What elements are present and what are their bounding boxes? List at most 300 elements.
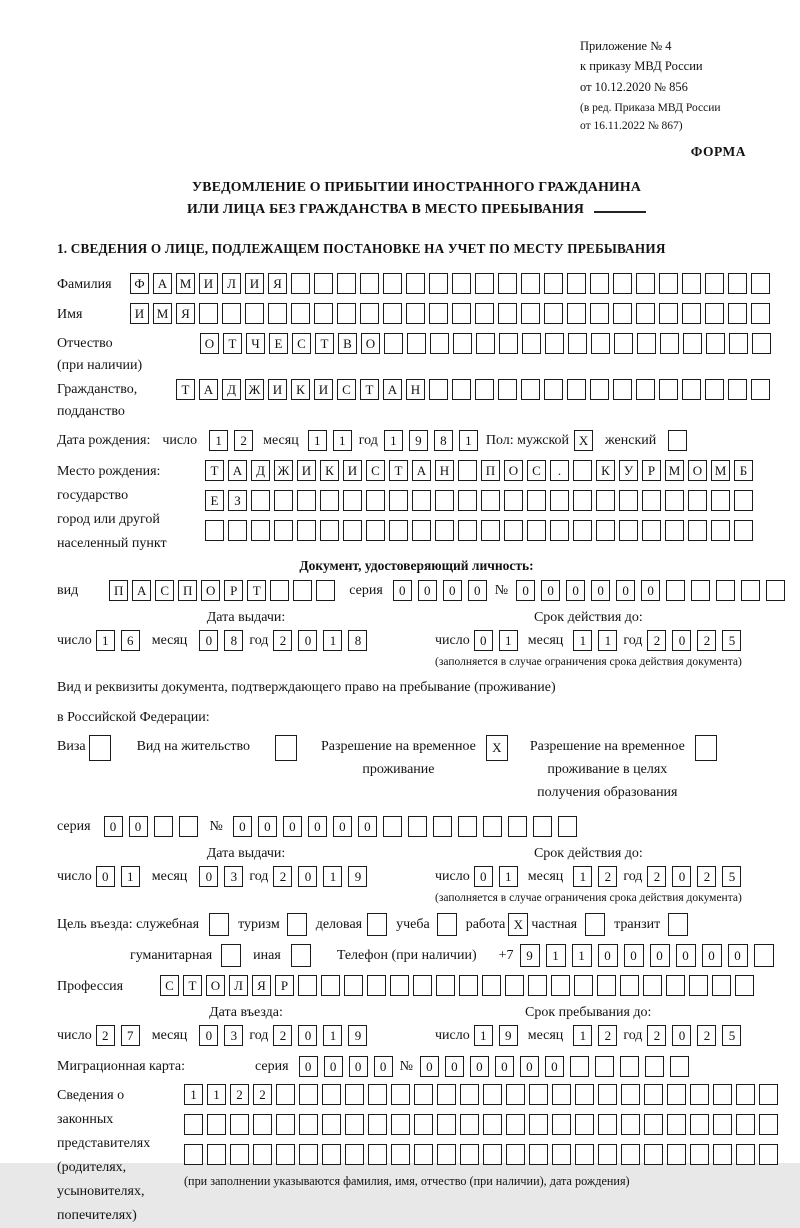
form-cell[interactable]: М [176,273,195,294]
form-cell[interactable]: 2 [697,630,716,651]
form-cell[interactable] [368,1144,387,1165]
form-cell[interactable] [644,1084,663,1105]
form-cell[interactable] [751,303,770,324]
form-cell[interactable]: 0 [545,1056,564,1077]
form-cell[interactable] [253,1144,272,1165]
form-cell[interactable]: 2 [598,1025,617,1046]
form-cell[interactable]: X [574,430,593,451]
form-cell[interactable]: 1 [333,430,352,451]
form-cell[interactable] [666,580,685,601]
form-cell[interactable]: 2 [273,630,292,651]
form-cell[interactable] [337,303,356,324]
form-cell[interactable]: Е [205,490,224,511]
form-cell[interactable] [613,273,632,294]
form-cell[interactable] [207,1114,226,1135]
form-cell[interactable] [344,975,363,996]
form-cell[interactable] [458,520,477,541]
form-cell[interactable] [734,490,753,511]
form-cell[interactable] [659,303,678,324]
form-cell[interactable] [683,333,702,354]
form-cell[interactable]: 1 [598,630,617,651]
form-cell[interactable]: 0 [358,816,377,837]
form-cell[interactable] [728,379,747,400]
form-cell[interactable]: 1 [573,1025,592,1046]
form-cell[interactable] [690,1144,709,1165]
form-cell[interactable] [458,816,477,837]
form-cell[interactable]: 7 [121,1025,140,1046]
form-cell[interactable]: 0 [324,1056,343,1077]
form-cell[interactable] [766,580,785,601]
form-cell[interactable] [688,490,707,511]
form-cell[interactable] [498,273,517,294]
form-cell[interactable] [621,1084,640,1105]
form-cell[interactable] [429,303,448,324]
form-cell[interactable]: С [155,580,174,601]
form-cell[interactable] [297,520,316,541]
form-cell[interactable]: Т [315,333,334,354]
form-cell[interactable] [596,520,615,541]
form-cell[interactable] [735,975,754,996]
form-cell[interactable] [437,1114,456,1135]
form-cell[interactable]: 3 [224,866,243,887]
form-cell[interactable] [228,520,247,541]
form-cell[interactable]: 2 [253,1084,272,1105]
form-cell[interactable] [154,816,173,837]
form-cell[interactable]: 0 [566,580,585,601]
form-cell[interactable] [343,520,362,541]
form-cell[interactable] [621,1114,640,1135]
form-cell[interactable] [408,816,427,837]
form-cell[interactable] [230,1114,249,1135]
form-cell[interactable] [521,379,540,400]
form-cell[interactable]: Ч [246,333,265,354]
form-cell[interactable] [366,490,385,511]
form-cell[interactable] [598,1084,617,1105]
form-cell[interactable]: 1 [573,866,592,887]
form-cell[interactable]: 0 [418,580,437,601]
form-cell[interactable]: Т [360,379,379,400]
form-cell[interactable] [712,975,731,996]
form-cell[interactable]: М [665,460,684,481]
form-cell[interactable] [660,333,679,354]
form-cell[interactable]: 0 [641,580,660,601]
form-cell[interactable] [668,913,688,936]
form-cell[interactable]: 2 [647,630,666,651]
form-cell[interactable] [322,1144,341,1165]
form-cell[interactable] [713,1144,732,1165]
form-cell[interactable]: С [337,379,356,400]
form-cell[interactable] [682,303,701,324]
form-cell[interactable] [89,735,111,761]
form-cell[interactable] [728,303,747,324]
form-cell[interactable]: 2 [697,866,716,887]
form-cell[interactable]: 2 [230,1084,249,1105]
form-cell[interactable]: 0 [299,1056,318,1077]
form-cell[interactable]: О [361,333,380,354]
form-cell[interactable]: О [201,580,220,601]
form-cell[interactable] [570,1056,589,1077]
form-cell[interactable] [508,816,527,837]
form-cell[interactable]: Ж [245,379,264,400]
form-cell[interactable]: 0 [420,1056,439,1077]
form-cell[interactable] [619,490,638,511]
form-cell[interactable] [184,1144,203,1165]
form-cell[interactable]: 0 [308,816,327,837]
form-cell[interactable] [221,944,241,967]
form-cell[interactable] [276,1084,295,1105]
form-cell[interactable]: П [178,580,197,601]
form-cell[interactable]: Я [268,273,287,294]
form-cell[interactable] [529,1084,548,1105]
form-cell[interactable] [314,273,333,294]
form-cell[interactable]: А [132,580,151,601]
form-cell[interactable] [297,490,316,511]
form-cell[interactable] [275,735,297,761]
form-cell[interactable]: Е [269,333,288,354]
form-cell[interactable]: О [504,460,523,481]
form-cell[interactable]: И [297,460,316,481]
form-cell[interactable] [695,735,717,761]
form-cell[interactable]: А [228,460,247,481]
form-cell[interactable] [734,520,753,541]
form-cell[interactable] [383,816,402,837]
form-cell[interactable]: 0 [591,580,610,601]
form-cell[interactable]: 2 [234,430,253,451]
form-cell[interactable] [754,944,774,967]
form-cell[interactable] [670,1056,689,1077]
form-cell[interactable] [736,1084,755,1105]
form-cell[interactable] [691,580,710,601]
form-cell[interactable] [759,1144,778,1165]
form-cell[interactable] [452,379,471,400]
form-cell[interactable] [453,333,472,354]
form-cell[interactable]: 0 [495,1056,514,1077]
form-cell[interactable] [527,520,546,541]
form-cell[interactable]: 0 [598,944,618,967]
form-cell[interactable]: Л [222,273,241,294]
form-cell[interactable] [706,333,725,354]
form-cell[interactable] [322,1084,341,1105]
form-cell[interactable] [209,913,229,936]
form-cell[interactable]: 0 [520,1056,539,1077]
form-cell[interactable] [199,303,218,324]
form-cell[interactable]: 5 [722,630,741,651]
form-cell[interactable]: 0 [470,1056,489,1077]
form-cell[interactable]: К [320,460,339,481]
form-cell[interactable] [644,1144,663,1165]
form-cell[interactable] [759,1084,778,1105]
form-cell[interactable] [573,520,592,541]
form-cell[interactable] [598,1114,617,1135]
form-cell[interactable]: Д [222,379,241,400]
form-cell[interactable]: З [228,490,247,511]
form-cell[interactable] [550,520,569,541]
form-cell[interactable]: 1 [573,630,592,651]
form-cell[interactable] [299,1114,318,1135]
form-cell[interactable]: X [508,913,528,936]
form-cell[interactable] [552,1084,571,1105]
form-cell[interactable] [406,273,425,294]
form-cell[interactable] [711,490,730,511]
form-cell[interactable] [413,975,432,996]
form-cell[interactable] [636,379,655,400]
form-cell[interactable] [690,1084,709,1105]
form-cell[interactable] [575,1114,594,1135]
form-cell[interactable] [751,273,770,294]
form-cell[interactable]: Т [176,379,195,400]
form-cell[interactable]: И [314,379,333,400]
form-cell[interactable]: 0 [298,866,317,887]
form-cell[interactable]: Т [389,460,408,481]
form-cell[interactable]: И [245,273,264,294]
form-cell[interactable]: 1 [209,430,228,451]
form-cell[interactable] [596,490,615,511]
form-cell[interactable]: 0 [258,816,277,837]
form-cell[interactable] [682,273,701,294]
form-cell[interactable] [437,1084,456,1105]
form-cell[interactable] [705,273,724,294]
form-cell[interactable]: 0 [516,580,535,601]
form-cell[interactable]: Я [176,303,195,324]
form-cell[interactable] [552,1114,571,1135]
form-cell[interactable] [682,379,701,400]
form-cell[interactable]: М [153,303,172,324]
form-cell[interactable] [458,490,477,511]
form-cell[interactable]: Л [229,975,248,996]
form-cell[interactable] [752,333,771,354]
form-cell[interactable]: 9 [348,1025,367,1046]
form-cell[interactable] [620,1056,639,1077]
form-cell[interactable] [287,913,307,936]
form-cell[interactable] [276,1114,295,1135]
form-cell[interactable] [544,273,563,294]
form-cell[interactable]: 0 [445,1056,464,1077]
form-cell[interactable] [736,1114,755,1135]
form-cell[interactable]: 0 [676,944,696,967]
form-cell[interactable]: С [527,460,546,481]
form-cell[interactable]: 2 [647,1025,666,1046]
form-cell[interactable] [360,273,379,294]
form-cell[interactable] [573,490,592,511]
form-cell[interactable] [343,490,362,511]
form-cell[interactable] [667,1114,686,1135]
form-cell[interactable] [498,303,517,324]
form-cell[interactable] [337,273,356,294]
form-cell[interactable] [613,379,632,400]
form-cell[interactable] [360,303,379,324]
form-cell[interactable] [705,303,724,324]
form-cell[interactable] [545,333,564,354]
form-cell[interactable] [614,333,633,354]
form-cell[interactable]: О [200,333,219,354]
form-cell[interactable] [643,975,662,996]
form-cell[interactable] [668,430,687,451]
form-cell[interactable]: Ф [130,273,149,294]
form-cell[interactable] [690,1114,709,1135]
form-cell[interactable]: 1 [96,630,115,651]
form-cell[interactable]: 0 [650,944,670,967]
form-cell[interactable] [665,520,684,541]
form-cell[interactable] [521,303,540,324]
form-cell[interactable] [567,273,586,294]
form-cell[interactable]: 2 [273,1025,292,1046]
form-cell[interactable]: 1 [308,430,327,451]
form-cell[interactable] [345,1084,364,1105]
form-cell[interactable] [636,273,655,294]
form-cell[interactable] [368,1114,387,1135]
form-cell[interactable] [483,1114,502,1135]
form-cell[interactable] [459,975,478,996]
form-cell[interactable] [291,303,310,324]
form-cell[interactable] [475,273,494,294]
form-cell[interactable] [391,1114,410,1135]
form-cell[interactable] [322,1114,341,1135]
form-cell[interactable] [619,520,638,541]
form-cell[interactable]: 8 [224,630,243,651]
form-cell[interactable]: 0 [443,580,462,601]
form-cell[interactable] [367,975,386,996]
form-cell[interactable] [245,303,264,324]
form-cell[interactable] [298,975,317,996]
form-cell[interactable]: 1 [384,430,403,451]
form-cell[interactable]: С [366,460,385,481]
form-cell[interactable] [207,1144,226,1165]
form-cell[interactable] [299,1084,318,1105]
form-cell[interactable]: 0 [672,630,691,651]
form-cell[interactable] [389,490,408,511]
form-cell[interactable]: Ж [274,460,293,481]
form-cell[interactable]: 1 [546,944,566,967]
form-cell[interactable] [642,520,661,541]
form-cell[interactable]: А [153,273,172,294]
form-cell[interactable]: 1 [323,630,342,651]
form-cell[interactable]: 9 [348,866,367,887]
form-cell[interactable] [407,333,426,354]
form-cell[interactable]: 0 [672,1025,691,1046]
form-cell[interactable] [291,273,310,294]
form-cell[interactable]: 0 [199,866,218,887]
form-cell[interactable] [205,520,224,541]
form-cell[interactable] [552,1144,571,1165]
form-cell[interactable] [366,520,385,541]
form-cell[interactable] [345,1114,364,1135]
form-cell[interactable] [314,303,333,324]
form-cell[interactable] [406,303,425,324]
form-cell[interactable]: 1 [499,866,518,887]
form-cell[interactable] [436,975,455,996]
form-cell[interactable] [437,913,457,936]
form-cell[interactable] [299,1144,318,1165]
form-cell[interactable] [429,273,448,294]
form-cell[interactable] [368,1084,387,1105]
form-cell[interactable] [222,303,241,324]
form-cell[interactable]: Н [435,460,454,481]
form-cell[interactable]: 0 [672,866,691,887]
form-cell[interactable] [567,379,586,400]
form-cell[interactable]: 0 [616,580,635,601]
form-cell[interactable] [558,816,577,837]
form-cell[interactable]: 5 [722,1025,741,1046]
form-cell[interactable] [414,1084,433,1105]
form-cell[interactable] [414,1144,433,1165]
form-cell[interactable] [751,379,770,400]
form-cell[interactable]: 9 [520,944,540,967]
form-cell[interactable] [498,379,517,400]
form-cell[interactable] [575,1084,594,1105]
form-cell[interactable] [642,490,661,511]
form-cell[interactable] [522,333,541,354]
form-cell[interactable] [383,303,402,324]
form-cell[interactable]: 0 [474,866,493,887]
form-cell[interactable] [320,490,339,511]
form-cell[interactable]: 8 [434,430,453,451]
form-cell[interactable]: 0 [349,1056,368,1077]
form-cell[interactable] [293,580,312,601]
form-cell[interactable] [621,1144,640,1165]
form-cell[interactable] [383,273,402,294]
form-cell[interactable] [251,520,270,541]
form-cell[interactable] [713,1114,732,1135]
form-cell[interactable]: X [486,735,508,761]
form-cell[interactable] [597,975,616,996]
form-cell[interactable] [728,273,747,294]
form-cell[interactable]: Д [251,460,270,481]
form-cell[interactable] [688,520,707,541]
form-cell[interactable]: И [199,273,218,294]
form-cell[interactable]: А [199,379,218,400]
form-cell[interactable] [435,520,454,541]
form-cell[interactable]: 2 [598,866,617,887]
form-cell[interactable] [575,1144,594,1165]
form-cell[interactable] [460,1084,479,1105]
form-cell[interactable]: 0 [728,944,748,967]
form-cell[interactable] [433,816,452,837]
form-cell[interactable] [435,490,454,511]
form-cell[interactable]: М [711,460,730,481]
form-cell[interactable] [568,333,587,354]
form-cell[interactable]: 2 [697,1025,716,1046]
form-cell[interactable] [595,1056,614,1077]
form-cell[interactable] [274,520,293,541]
form-cell[interactable]: О [206,975,225,996]
form-cell[interactable] [475,303,494,324]
form-cell[interactable] [476,333,495,354]
form-cell[interactable] [645,1056,664,1077]
form-cell[interactable]: Т [183,975,202,996]
form-cell[interactable]: С [160,975,179,996]
form-cell[interactable] [179,816,198,837]
form-cell[interactable] [636,303,655,324]
form-cell[interactable]: 0 [541,580,560,601]
form-cell[interactable]: 0 [468,580,487,601]
form-cell[interactable] [729,333,748,354]
form-cell[interactable] [268,303,287,324]
form-cell[interactable]: 0 [374,1056,393,1077]
form-cell[interactable]: 1 [323,1025,342,1046]
form-cell[interactable]: 2 [647,866,666,887]
form-cell[interactable] [391,1084,410,1105]
form-cell[interactable] [483,1084,502,1105]
form-cell[interactable] [481,490,500,511]
form-cell[interactable]: П [109,580,128,601]
form-cell[interactable]: К [596,460,615,481]
form-cell[interactable]: 3 [224,1025,243,1046]
form-cell[interactable]: 0 [199,630,218,651]
form-cell[interactable] [506,1144,525,1165]
form-cell[interactable] [667,1144,686,1165]
form-cell[interactable] [533,816,552,837]
form-cell[interactable]: И [343,460,362,481]
